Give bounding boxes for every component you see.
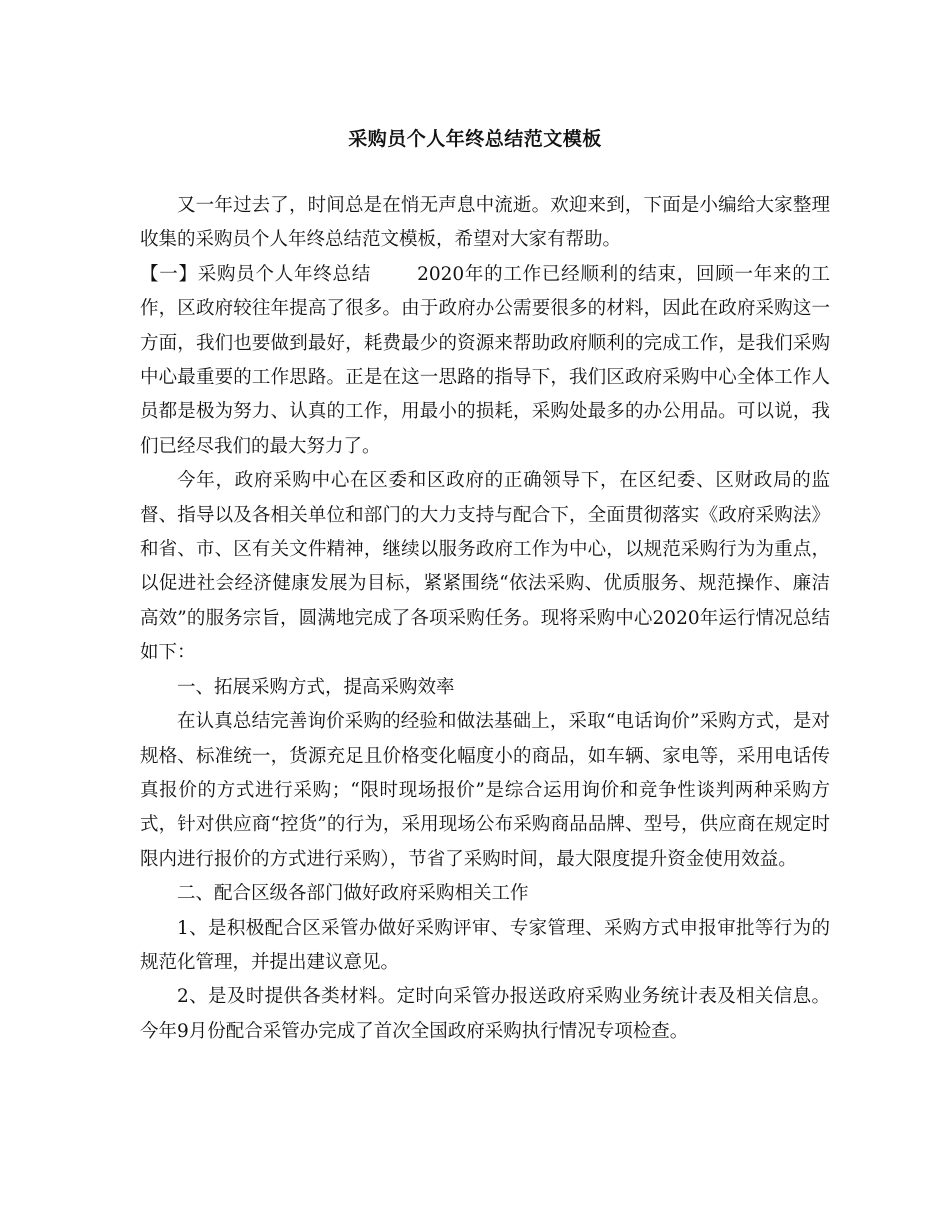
section-1-heading: 【一】采购员个人年终总结 (140, 263, 372, 285)
document-title: 采购员个人年终总结范文模板 (348, 128, 602, 150)
heading-expand-methods: 一、拓展采购方式，提高采购效率 (177, 676, 455, 698)
paragraph-section-1 (140, 258, 830, 464)
section-1-text: 2020年的工作已经顺利的结束，回顾一年来的工作，区政府较往年提高了很多。由于政府办公需要很多的材料，因此在政府采购这一方面，我们也要做到最好，耗费最少的资源来帮助政府顺利的完成工作，是我们采购中心最重要的工作思路。正是在这一思路的指导下，我们区政府采购中心全体工作人员都是极为努力、认真的工作，用最小的损耗，采购处最多的办公用品。可以说，我们已经尽我们的最大努力了。 (140, 263, 830, 457)
document-body (140, 189, 830, 1049)
paragraph-5: 在认真总结完善询价采购的经验和做法基础上，采取“电话询价”采购方式，是对规格、标准统一，货源充足且价格变化幅度小的商品，如车辆、家电等，采用电话传真报价的方式进行采购；“限时现场报价”是综合运用询价和竞争性谈判两种采购方式，针对供应商“控货”的行为，采用现场公布采购商品品牌、型号，供应商在规定时限内进行报价的方式进行采购），节省了采购时间，最大限度提升资金使用效益。 (140, 711, 830, 870)
paragraph-7: 1、是积极配合区采管办做好采购评审、专家管理、采购方式申报审批等行为的规范化管理，并提出建议意见。 (140, 917, 830, 973)
paragraph-3: 今年，政府采购中心在区委和区政府的正确领导下，在区纪委、区财政局的监督、指导以及各相关单位和部门的大力支持与配合下，全面贯彻落实《政府采购法》和省、市、区有关文件精神，继续以服务政府工作为中心，以规范采购行为为重点，以促进社会经济健康发展为目标，紧紧围绕“依法采购、优质服务、规范操作、廉洁高效”的服务宗旨，圆满地完成了各项采购任务。现将采购中心2020年运行情况总结如下： (140, 470, 830, 664)
paragraph-intro: 又一年过去了，时间总是在悄无声息中流逝。欢迎来到，下面是小编给大家整理收集的采购员个人年终总结范文模板，希望对大家有帮助。 (140, 195, 830, 251)
paragraph-8: 2、是及时提供各类材料。定时向采管办报送政府采购业务统计表及相关信息。今年9月份配合采管办完成了首次全国政府采购执行情况专项检查。 (140, 986, 830, 1042)
heading-cooperate-departments: 二、配合区级各部门做好政府采购相关工作 (177, 883, 529, 905)
